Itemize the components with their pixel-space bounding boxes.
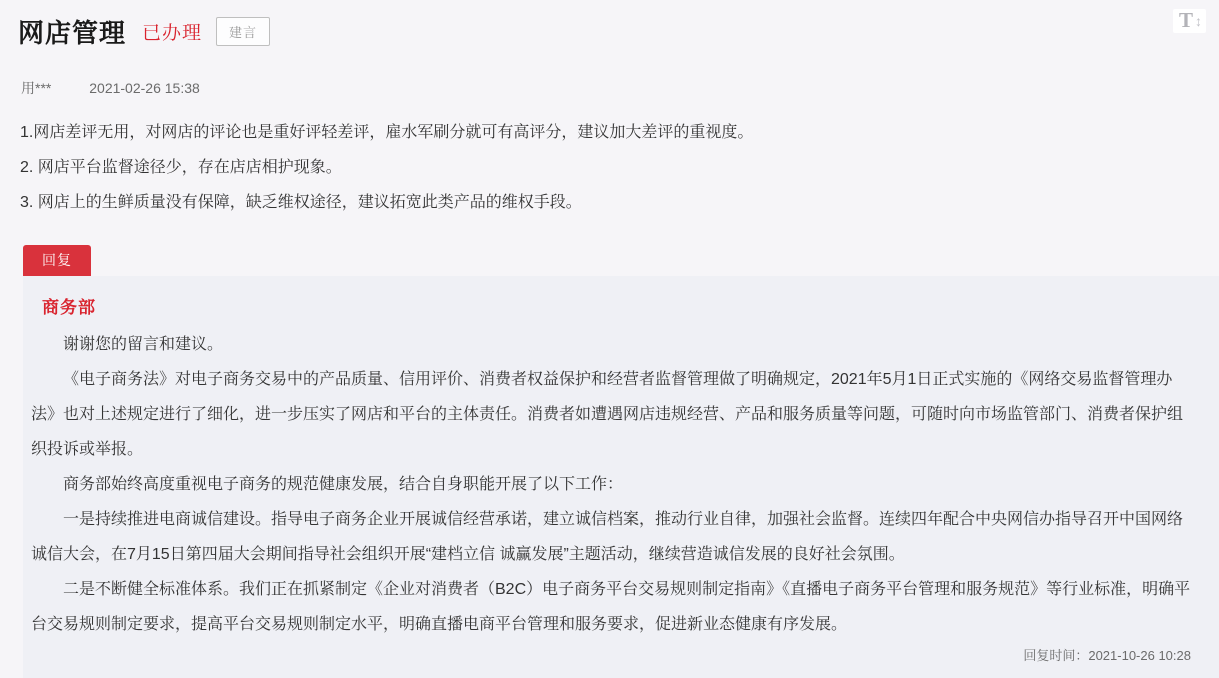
author-name: 用*** [21, 80, 52, 96]
reply-paragraph: 商务部始终高度重视电子商务的规范健康发展，结合自身职能开展了以下工作： [63, 476, 624, 493]
category-badge: 建言 [216, 17, 270, 46]
reply-content [31, 327, 1191, 642]
message-paragraph: 2. 网店平台监督途径少，存在店店相护现象。 [20, 159, 342, 176]
page-title: 网店管理 [18, 18, 127, 48]
status-badge: 已办理 [142, 23, 203, 44]
message-paragraph: 3. 网店上的生鲜质量没有保障，缺乏维权途径，建议拓宽此类产品的维权手段。 [20, 194, 582, 211]
post-timestamp: 2021-02-26 15:38 [89, 80, 200, 96]
post-meta [0, 78, 1219, 98]
page-header [0, 0, 1219, 50]
font-size-icon: T [1178, 8, 1193, 32]
message-paragraph: 1.网店差评无用，对网店的评论也是重好评轻差评，雇水军刷分就可有高评分，建议加大差评的重视度。 [20, 124, 754, 141]
font-size-toggle-button[interactable] [1173, 9, 1206, 33]
user-message [0, 115, 1219, 220]
reply-section [23, 245, 1219, 678]
reply-paragraph: 谢谢您的留言和建议。 [63, 336, 224, 353]
reply-paragraph: 二是不断健全标准体系。我们正在抓紧制定《企业对消费者（B2C）电子商务平台交易规则制定指南》《直播电子商务平台管理和服务规范》等行业标准，明确平台交易规则制定要求，提高平台交易规则制定水平，明确直播电商平台管理和服务要求，促进新业态健康有序发展。 [31, 581, 1191, 633]
reply-box [23, 276, 1219, 678]
resize-arrow-icon: ↕ [1195, 12, 1202, 29]
reply-paragraph: 《电子商务法》对电子商务交易中的产品质量、信用评价、消费者权益保护和经营者监督管理做了明确规定，2021年5月1日正式实施的《网络交易监督管理办法》也对上述规定进行了细化，进一步压实了网店和平台的主体责任。消费者如遭遇网店违规经营、产品和服务质量等问题，可随时向市场监管部门、消费者保护组织投诉或举报。 [31, 371, 1184, 458]
reply-timestamp: 回复时间：2021-10-26 10:28 [1023, 648, 1191, 663]
reply-paragraph: 一是持续推进电商诚信建设。指导电子商务企业开展诚信经营承诺，建立诚信档案，推动行业自律，加强社会监督。连续四年配合中央网信办指导召开中国网络诚信大会，在7月15日第四届大会期间指导社会组织开展“建档立信 诚赢发展”主题活动，继续营造诚信发展的良好社会氛围。 [31, 511, 1184, 563]
reply-tab-label: 回复 [23, 245, 91, 276]
department-name: 商务部 [42, 298, 96, 317]
